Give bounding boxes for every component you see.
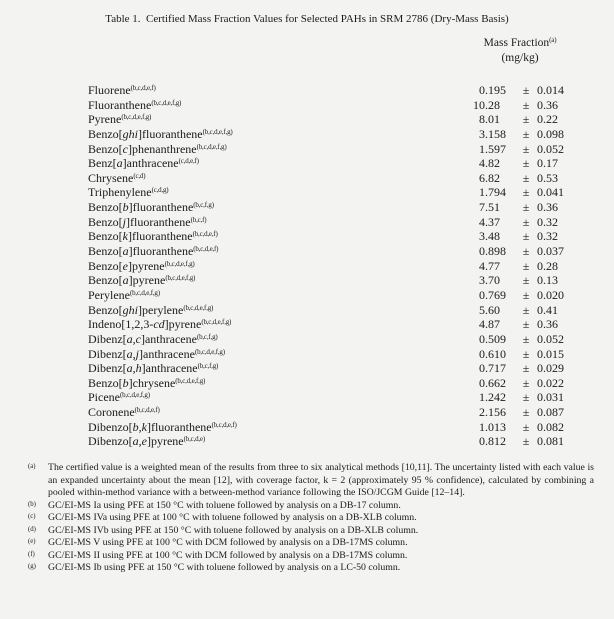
mass-fraction-value-integer: 0 xyxy=(479,346,485,361)
mass-fraction-value-integer: 1 xyxy=(479,141,485,156)
compound-name-segment: j xyxy=(122,214,126,229)
table-row xyxy=(88,200,585,215)
mass-fraction-value-fraction: .01 xyxy=(485,112,500,127)
uncertainty-value: 0.17 xyxy=(537,156,558,171)
compound-name-segment: ]fluoranthene xyxy=(126,214,191,229)
table-row xyxy=(88,171,585,186)
compound-name-segment: ]anthracene xyxy=(139,346,195,361)
mass-fraction-value-fraction: .662 xyxy=(485,375,506,390)
compound-name-segment: Benzo[ xyxy=(88,244,123,259)
compound-name-segment: Dibenzo[ xyxy=(88,419,133,434)
mass-fraction-value-fraction: .794 xyxy=(485,185,506,200)
compound-name xyxy=(88,142,459,157)
compound-name xyxy=(88,83,459,98)
compound-name-segment: Indeno[1,2,3- xyxy=(88,317,154,332)
compound-name xyxy=(88,332,459,347)
compound-name-segment: ]fluoranthene xyxy=(127,229,193,244)
compound-name-segment: ]pyrene xyxy=(164,317,202,332)
plus-minus-symbol: ± xyxy=(522,287,530,302)
compound-name-segment: Triphenylene xyxy=(88,185,152,200)
mass-fraction-value-fraction: .87 xyxy=(485,317,500,332)
mass-fraction-value-fraction: .48 xyxy=(485,229,500,244)
compound-name xyxy=(88,376,459,391)
compound-name-segment: ]anthracene xyxy=(141,361,198,376)
compound-name xyxy=(88,98,459,113)
uncertainty-value: 0.082 xyxy=(537,419,564,434)
footnote-marker: (d) xyxy=(28,525,36,533)
uncertainty-value: 0.015 xyxy=(537,346,564,361)
compound-name-segment: ]anthracene xyxy=(140,331,197,346)
uncertainty-value: 0.36 xyxy=(537,97,558,112)
compound-name-segment: Coronene xyxy=(88,405,135,420)
table-row xyxy=(88,142,585,157)
uncertainty-value: 0.037 xyxy=(537,244,564,259)
method-footnote-markers: (b,c,d,e,f,g) xyxy=(201,318,232,327)
table-row xyxy=(88,303,585,318)
compound-name xyxy=(88,171,459,186)
uncertainty-value: 0.098 xyxy=(537,126,564,141)
compound-name-segment: Benzo[ xyxy=(88,200,123,215)
compound-name-segment: ]chrysene xyxy=(128,375,176,390)
compound-name xyxy=(88,200,459,215)
certified-values-table xyxy=(88,83,585,449)
compound-name-segment: Dibenzo[ xyxy=(88,434,133,449)
footnote-marker: (a) xyxy=(28,463,36,471)
uncertainty-value: 0.36 xyxy=(537,317,558,332)
plus-minus-symbol: ± xyxy=(522,200,530,215)
mass-fraction-value-fraction: .77 xyxy=(485,258,500,273)
plus-minus-symbol: ± xyxy=(522,346,530,361)
uncertainty-value: 0.32 xyxy=(537,229,558,244)
compound-name-segment: Dibenz[ xyxy=(88,361,127,376)
compound-name xyxy=(88,185,459,200)
compound-name-segment: Benzo[ xyxy=(88,214,123,229)
mass-fraction-value-fraction: .156 xyxy=(485,405,506,420)
plus-minus-symbol: ± xyxy=(522,83,530,97)
mass-fraction-value-fraction: .898 xyxy=(485,244,506,259)
method-footnote-markers: (b,c,d,e,f) xyxy=(211,420,237,429)
plus-minus-symbol: ± xyxy=(522,97,530,112)
mass-fraction-column-header xyxy=(452,37,588,65)
uncertainty-value: 0.53 xyxy=(537,170,558,185)
method-footnote-markers: (b,c,d,e,f,g) xyxy=(164,259,195,268)
compound-name-segment: Benz[ xyxy=(88,156,117,171)
table-row xyxy=(88,434,585,449)
compound-name-segment: ]fluoranthene xyxy=(138,126,203,141)
method-footnote-markers: (b,c,f) xyxy=(190,215,207,224)
compound-name-segment: b xyxy=(122,375,129,390)
mass-fraction-value-fraction: .812 xyxy=(485,434,506,449)
table-row xyxy=(88,229,585,244)
table-row xyxy=(88,244,585,259)
mass-fraction-value-integer: 1 xyxy=(479,185,485,200)
mass-fraction-value-integer: 3 xyxy=(479,273,485,288)
compound-name xyxy=(88,361,459,376)
mass-fraction-value-integer: 4 xyxy=(479,214,485,229)
mass-fraction-value-integer: 4 xyxy=(479,156,485,171)
mass-fraction-value-integer: 7 xyxy=(479,200,485,215)
footnote-marker: (g) xyxy=(28,563,36,571)
uncertainty-value: 0.022 xyxy=(537,375,564,390)
mass-fraction-value-integer: 6 xyxy=(479,170,485,185)
uncertainty-value: 0.41 xyxy=(537,302,558,317)
method-footnote-markers: (c,d,e,f) xyxy=(178,157,199,166)
mass-fraction-value-fraction: .82 xyxy=(485,170,500,185)
compound-name-segment: ]fluoranthene xyxy=(146,419,212,434)
table-row xyxy=(88,273,585,288)
mass-fraction-value-fraction: .28 xyxy=(485,97,500,112)
plus-minus-symbol: ± xyxy=(522,214,530,229)
compound-name xyxy=(88,434,459,449)
table-row xyxy=(88,405,585,420)
compound-name xyxy=(88,347,459,362)
uncertainty-value: 0.36 xyxy=(537,200,558,215)
table-row xyxy=(88,215,585,230)
mass-fraction-value-fraction: .82 xyxy=(485,156,500,171)
method-footnote-markers: (b,c,d,e,f,g) xyxy=(120,391,150,400)
footnote-text: GC/EI-MS IVb using PFE at 150 °C with toluene followed by analysis on a DB-XLB column. xyxy=(48,524,419,536)
compound-name xyxy=(88,420,459,435)
plus-minus-symbol: ± xyxy=(522,229,530,244)
method-footnote-markers: (b,c,d,e,f,g) xyxy=(129,288,160,297)
method-footnote-markers: (b,c,f,g) xyxy=(197,362,219,371)
compound-name-segment: Benzo[ xyxy=(88,229,123,244)
footnote xyxy=(28,525,594,538)
footnote-marker: (e) xyxy=(28,538,36,546)
method-footnote-markers: (b,c,d,e,f,g) xyxy=(202,127,233,136)
footnote-text: GC/EI-MS II using PFE at 100 °C with DCM followed by analysis on a DB-17MS column. xyxy=(48,549,408,561)
mass-fraction-value-integer: 0 xyxy=(479,287,485,302)
compound-name xyxy=(88,273,459,288)
compound-name-segment: Picene xyxy=(88,390,120,405)
table-row xyxy=(88,259,585,274)
compound-name-segment: ghi xyxy=(122,126,138,141)
mass-fraction-value-integer: 0 xyxy=(479,331,485,346)
plus-minus-symbol: ± xyxy=(522,302,530,317)
compound-name-segment: ]pyrene xyxy=(127,258,165,273)
table-row xyxy=(88,376,585,391)
method-footnote-markers: (b,c,d,e,f,g) xyxy=(165,274,196,283)
footnote xyxy=(28,550,594,563)
method-footnote-markers: (b,c,d,e,f,g) xyxy=(194,347,225,356)
uncertainty-value: 0.031 xyxy=(537,390,564,405)
compound-name xyxy=(88,259,459,274)
plus-minus-symbol: ± xyxy=(522,185,530,200)
compound-name xyxy=(88,390,459,405)
table-row xyxy=(88,112,585,127)
compound-name-segment: ]fluoranthene xyxy=(128,200,194,215)
compound-name-segment: b,k xyxy=(132,419,147,434)
method-footnote-markers: (b,c,d,e,f,g) xyxy=(183,303,214,312)
mass-fraction-value-integer: 4 xyxy=(479,258,485,273)
method-footnote-markers: (b,c,d,e,f,g) xyxy=(175,376,206,385)
mass-fraction-value-fraction: .509 xyxy=(485,331,506,346)
plus-minus-symbol: ± xyxy=(522,126,530,141)
mass-fraction-value-fraction: .610 xyxy=(485,346,506,361)
method-footnote-markers: (c,d) xyxy=(133,171,146,180)
footnote xyxy=(28,537,594,550)
mass-fraction-value-fraction: .60 xyxy=(485,302,500,317)
mass-fraction-value-integer: 3 xyxy=(479,126,485,141)
uncertainty-value: 0.13 xyxy=(537,273,558,288)
compound-name xyxy=(88,244,459,259)
mass-fraction-value-fraction: .51 xyxy=(485,200,500,215)
plus-minus-symbol: ± xyxy=(522,390,530,405)
mass-fraction-value-fraction: .769 xyxy=(485,287,506,302)
uncertainty-value: 0.041 xyxy=(537,185,564,200)
compound-name-segment: Benzo[ xyxy=(88,126,123,141)
table-row xyxy=(88,185,585,200)
compound-name-segment: Dibenz[ xyxy=(88,331,127,346)
plus-minus-symbol: ± xyxy=(522,361,530,376)
method-footnote-markers: (b,c,d,e,f,g) xyxy=(196,142,227,151)
footnote xyxy=(28,500,594,513)
compound-name-segment: Benzo[ xyxy=(88,302,123,317)
compound-name-segment: ]fluoranthene xyxy=(128,244,194,259)
table-row xyxy=(88,347,585,362)
mass-fraction-value-fraction: .37 xyxy=(485,214,500,229)
uncertainty-value: 0.014 xyxy=(537,83,564,97)
mass-fraction-value-integer: 1 xyxy=(479,390,485,405)
mass-fraction-value-fraction: .158 xyxy=(485,126,506,141)
mass-fraction-value-integer: 5 xyxy=(479,302,485,317)
compound-name-segment: Pyrene xyxy=(88,112,122,127)
footnote-marker: (b) xyxy=(28,500,36,508)
compound-name-segment: a,j xyxy=(126,346,139,361)
method-footnote-markers: (b,c,d,e,f) xyxy=(134,406,160,415)
mass-fraction-value-fraction: .242 xyxy=(485,390,506,405)
table-row xyxy=(88,156,585,171)
footnote-marker: (f) xyxy=(28,550,35,558)
method-footnote-markers: (b,c,f,g) xyxy=(193,201,214,210)
uncertainty-value: 0.052 xyxy=(537,331,564,346)
compound-name-segment: Fluorene xyxy=(88,83,131,97)
table-row xyxy=(88,332,585,347)
table-row xyxy=(88,288,585,303)
mass-fraction-value-fraction: .195 xyxy=(485,83,506,97)
compound-name xyxy=(88,405,459,420)
uncertainty-value: 0.28 xyxy=(537,258,558,273)
compound-name-segment: cd xyxy=(153,317,165,332)
compound-name-segment: Benzo[ xyxy=(88,258,123,273)
footnote-text: The certified value is a weighted mean of the results from three to six analytical methods [10,11]. The uncertainty listed with each value is an expanded uncertainty about the mean [12], with coverage factor, k = 2 (approximately 95 % confidence), calculated by combining a pooled within-method variance with a between-method variance following the ISO/JCGM Guide [12–14]. xyxy=(48,462,594,499)
footnote-text: GC/EI-MS IVa using PFE at 100 °C with toluene followed by analysis on a DB-XLB column. xyxy=(48,512,417,524)
mass-fraction-value-integer: 0 xyxy=(479,434,485,449)
plus-minus-symbol: ± xyxy=(522,434,530,449)
method-footnote-markers: (b,c,f,g) xyxy=(196,332,218,341)
table-row xyxy=(88,420,585,435)
mass-fraction-value-fraction: .597 xyxy=(485,141,506,156)
mass-fraction-value-integer: 8 xyxy=(479,112,485,127)
mass-fraction-value-integer: 0 xyxy=(479,361,485,376)
table-row xyxy=(88,83,585,98)
uncertainty-value: 0.020 xyxy=(537,287,564,302)
mass-fraction-value-integer: 1 xyxy=(479,419,485,434)
method-footnote-markers: (b,c,d,e) xyxy=(183,435,205,444)
mass-fraction-value-fraction: .717 xyxy=(485,361,506,376)
footnote xyxy=(28,512,594,525)
compound-name-segment: a,e xyxy=(132,434,147,449)
plus-minus-symbol: ± xyxy=(522,141,530,156)
method-footnote-markers: (b,c,d,e,f) xyxy=(192,230,218,239)
mass-fraction-value-integer: 0 xyxy=(479,83,485,97)
compound-name-segment: ]perylene xyxy=(138,302,184,317)
plus-minus-symbol: ± xyxy=(522,405,530,420)
compound-name-segment: e xyxy=(122,258,128,273)
footnote-text: GC/EI-MS Ia using PFE at 150 °C with toluene followed by analysis on a DB-17 column. xyxy=(48,499,401,511)
units-label: (mg/kg) xyxy=(501,51,539,64)
plus-minus-symbol: ± xyxy=(522,419,530,434)
plus-minus-symbol: ± xyxy=(522,273,530,288)
compound-name xyxy=(88,288,459,303)
table-row xyxy=(88,390,585,405)
uncertainty-value: 0.32 xyxy=(537,214,558,229)
plus-minus-symbol: ± xyxy=(522,156,530,171)
compound-name-segment: a,c xyxy=(126,331,141,346)
table-row xyxy=(88,361,585,376)
compound-name-segment: a xyxy=(122,273,129,288)
compound-name xyxy=(88,229,459,244)
table-row xyxy=(88,127,585,142)
method-footnote-markers: (b,c,d,e,f) xyxy=(193,245,219,254)
plus-minus-symbol: ± xyxy=(522,375,530,390)
footnote xyxy=(28,462,594,500)
method-footnote-markers: (b,c,d,e,f,g) xyxy=(151,98,182,107)
mass-fraction-label: Mass Fraction$^{(a)}$ xyxy=(483,36,557,49)
uncertainty-value: 0.087 xyxy=(537,405,564,420)
compound-name-segment: Benzo[ xyxy=(88,273,123,288)
uncertainty-value: 0.029 xyxy=(537,361,564,376)
compound-name xyxy=(88,112,459,127)
method-footnote-markers: (b,c,d,e,f,g) xyxy=(121,113,152,122)
plus-minus-symbol: ± xyxy=(522,317,530,332)
compound-name-segment: ]pyrene xyxy=(128,273,166,288)
compound-name xyxy=(88,317,459,332)
mass-fraction-value-integer: 10 xyxy=(473,97,485,112)
table-row xyxy=(88,98,585,113)
method-footnote-markers: (c,d,g) xyxy=(151,186,169,195)
mass-fraction-value-integer: 0 xyxy=(479,244,485,259)
footnote xyxy=(28,562,594,575)
compound-name-segment: ]anthracene xyxy=(122,156,179,171)
plus-minus-symbol: ± xyxy=(522,244,530,259)
compound-name-segment: a xyxy=(116,156,123,171)
mass-fraction-value-integer: 4 xyxy=(479,317,485,332)
uncertainty-value: 0.052 xyxy=(537,141,564,156)
compound-name-segment: a,h xyxy=(126,361,142,376)
uncertainty-value: 0.22 xyxy=(537,112,558,127)
compound-name xyxy=(88,215,459,230)
uncertainty-value: 0.081 xyxy=(537,434,564,449)
footnote-text: GC/EI-MS V using PFE at 100 °C with DCM followed by analysis on a DB-17MS column. xyxy=(48,537,408,549)
mass-fraction-value-integer: 0 xyxy=(479,375,485,390)
mass-fraction-value-integer: 3 xyxy=(479,229,485,244)
plus-minus-symbol: ± xyxy=(522,258,530,273)
compound-name-segment: c xyxy=(122,141,128,156)
compound-name-segment: Benzo[ xyxy=(88,375,123,390)
method-footnote-markers: (b,c,d,e,f) xyxy=(130,84,156,92)
compound-name-segment: a xyxy=(122,244,129,259)
plus-minus-symbol: ± xyxy=(522,170,530,185)
compound-name-segment: Benzo[ xyxy=(88,141,123,156)
compound-name xyxy=(88,127,459,142)
compound-name-segment: ]phenanthrene xyxy=(127,141,197,156)
footnote-text: GC/EI-MS Ib using PFE at 150 °C with toluene followed by analysis on a LC-50 column. xyxy=(48,562,401,574)
mass-fraction-value-fraction: .70 xyxy=(485,273,500,288)
compound-name-segment: ]pyrene xyxy=(146,434,184,449)
compound-name-segment: Fluoranthene xyxy=(88,97,152,112)
compound-name-segment: ghi xyxy=(122,302,138,317)
compound-name-segment: b xyxy=(122,200,129,215)
mass-fraction-footnote-marker: (a) xyxy=(549,36,557,44)
plus-minus-symbol: ± xyxy=(522,331,530,346)
compound-name xyxy=(88,303,459,318)
mass-fraction-value-fraction: .013 xyxy=(485,419,506,434)
plus-minus-symbol: ± xyxy=(522,112,530,127)
footnote-marker: (c) xyxy=(28,513,36,521)
compound-name-segment: Dibenz[ xyxy=(88,346,127,361)
table-title: Table 1. Certified Mass Fraction Values for Selected PAHs in SRM 2786 (Dry-Mass Basis) xyxy=(105,13,509,25)
footnotes-section xyxy=(28,462,594,575)
compound-name-segment: Perylene xyxy=(88,287,130,302)
mass-fraction-value-integer: 2 xyxy=(479,405,485,420)
table-row xyxy=(88,317,585,332)
compound-name-segment: Chrysene xyxy=(88,170,134,185)
compound-name-segment: k xyxy=(122,229,128,244)
compound-name xyxy=(88,156,459,171)
